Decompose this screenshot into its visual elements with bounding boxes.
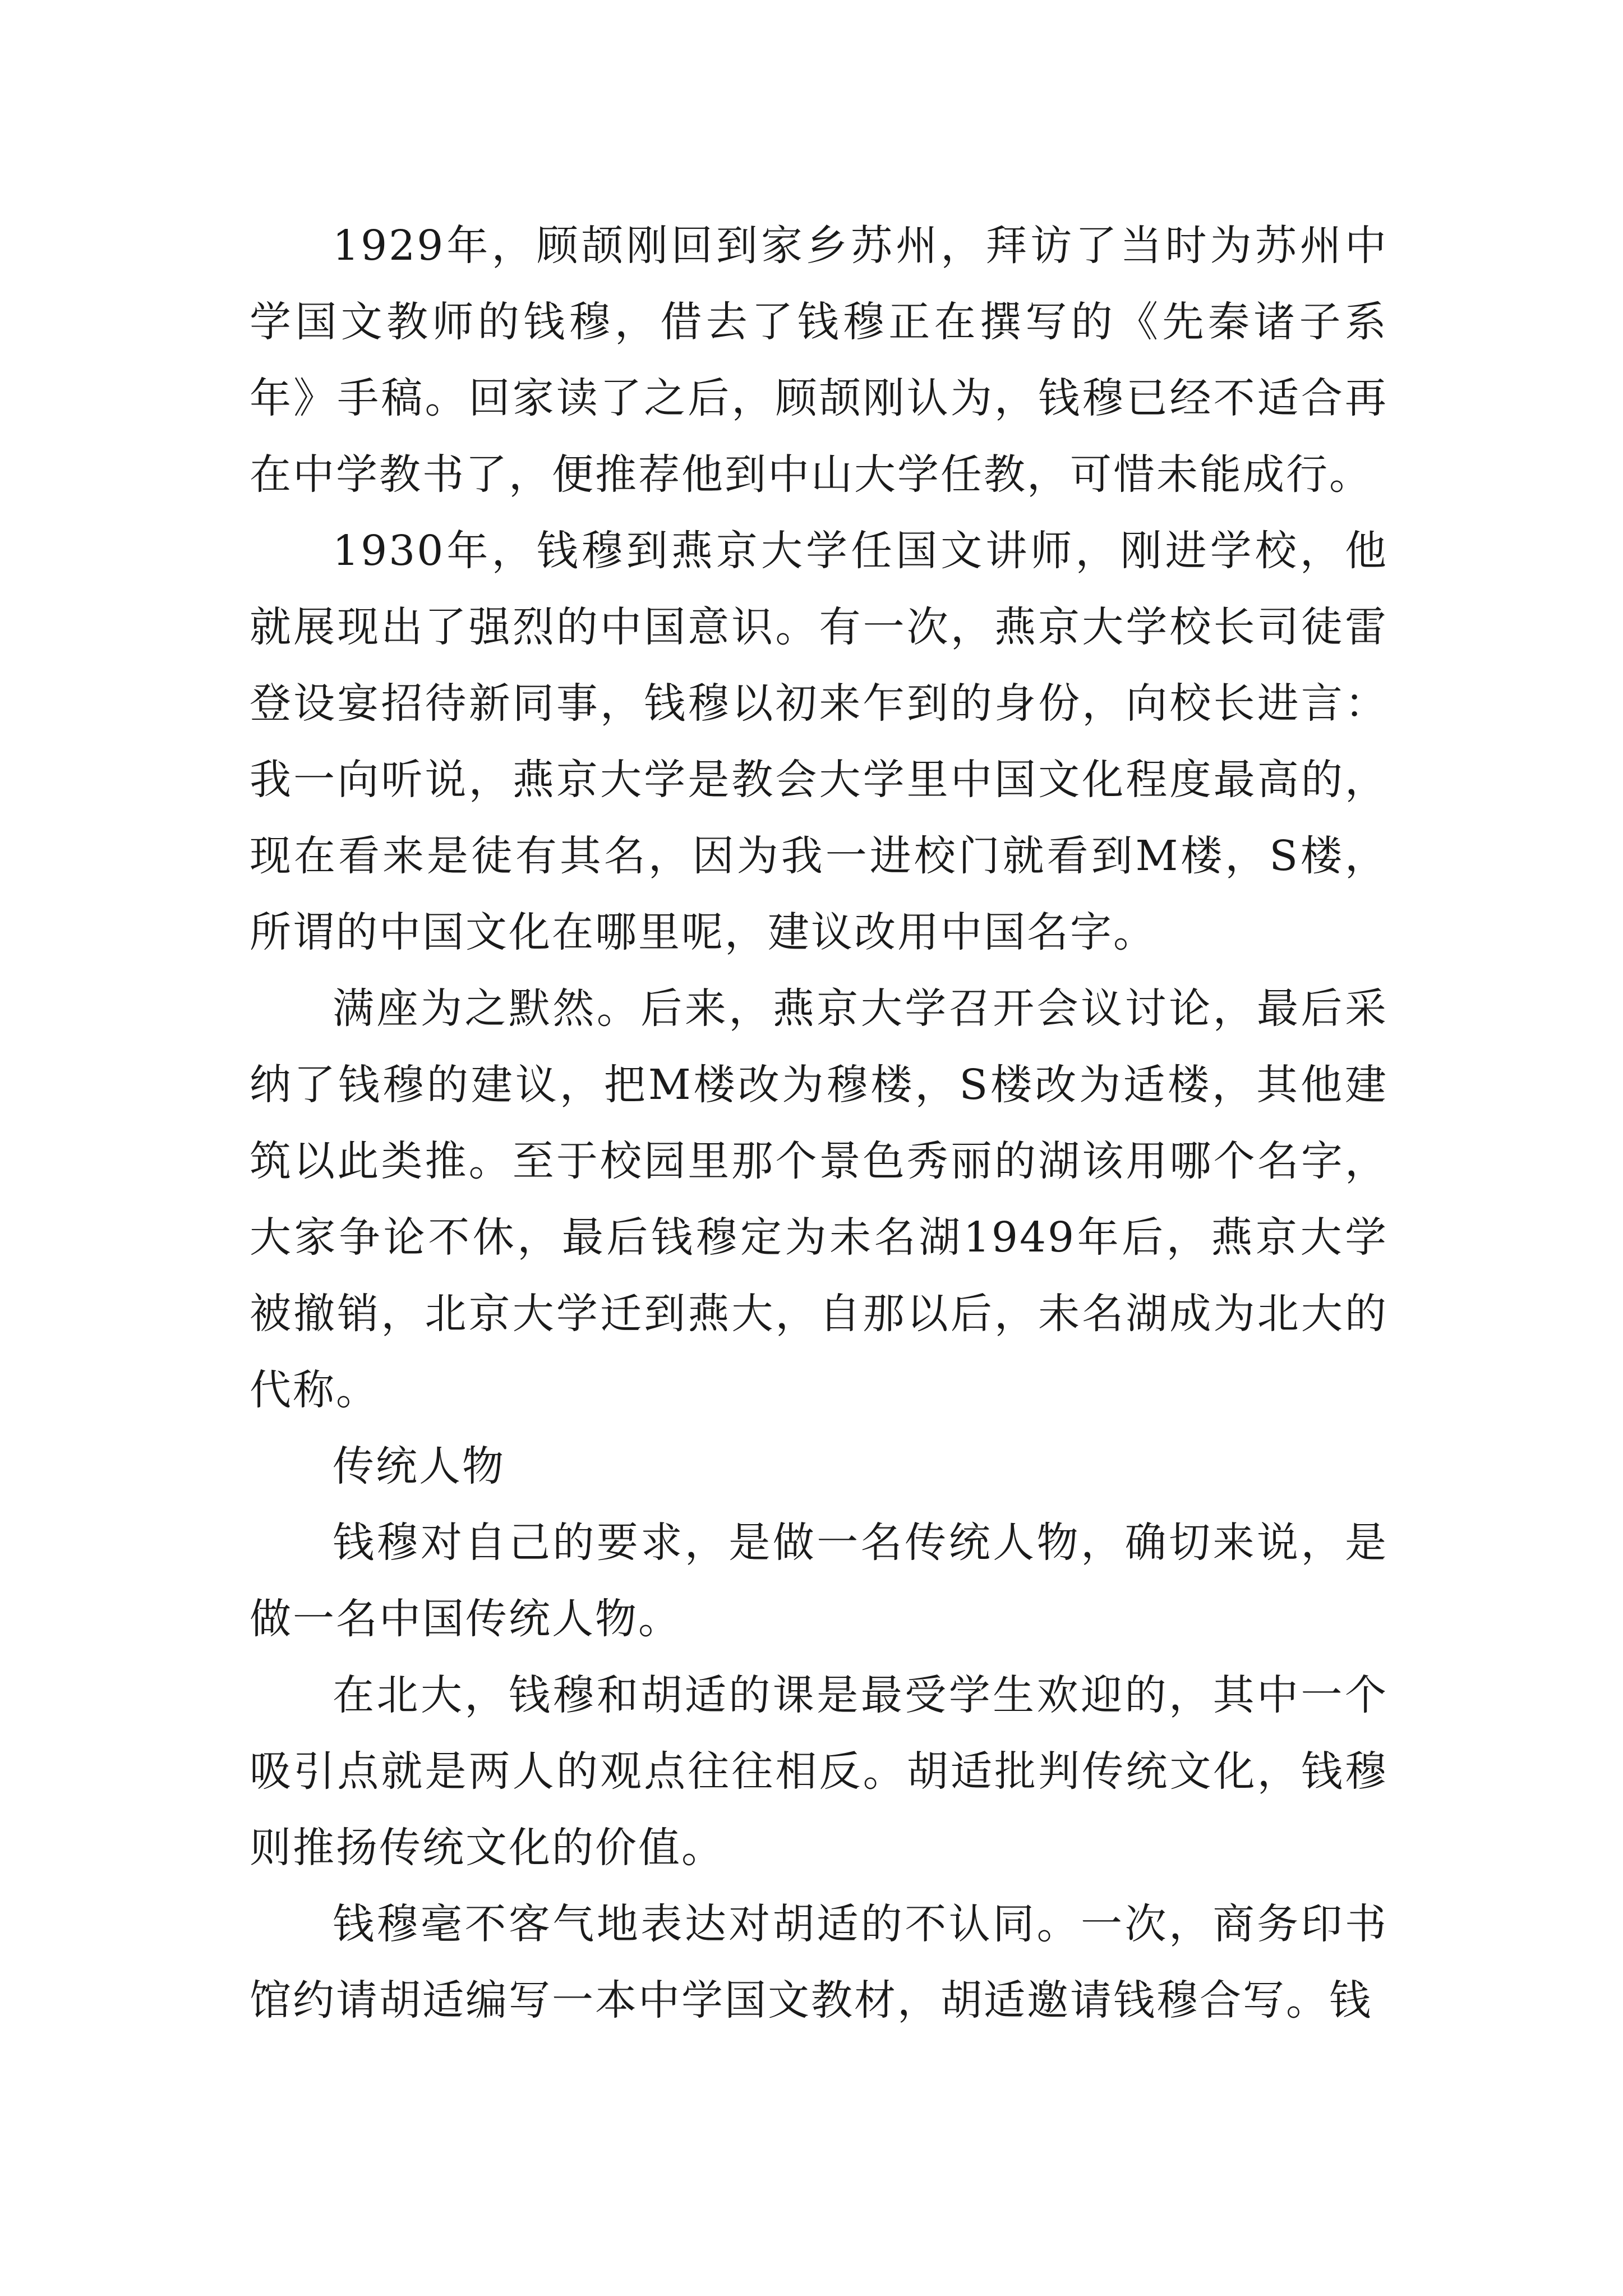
paragraph-self-requirement: 钱穆对自己的要求，是做一名传统人物，确切来说，是做一名中国传统人物。 [250,1519,1388,1643]
paragraph-textbook-invitation: 钱穆毫不客气地表达对胡适的不认同。一次，商务印书馆约请胡适编写一本中学国文教材，胡适邀请钱穆合写。钱 [250,1900,1388,2024]
section-heading-traditional-figure: 传统人物 [333,1442,505,1490]
document-body [250,208,1388,2039]
paragraph-gu-jiegang-visit: 1929年，顾颉刚回到家乡苏州，拜访了当时为苏州中学国文教师的钱穆，借去了钱穆正在撰写的《先秦诸子系年》手稿。回家读了之后，顾颉刚认为，钱穆已经不适合再在中学教书了，便推荐他到中山大学任教，可惜未能成行。 [250,222,1388,499]
paragraph-yenching-lecturer: 1930年，钱穆到燕京大学任国文讲师，刚进学校，他就展现出了强烈的中国意识。有一次，燕京大学校长司徒雷登设宴招待新同事，钱穆以初来乍到的身份，向校长进言：我一向听说，燕京大学是教会大学里中国文化程度最高的，现在看来是徒有其名，因为我一进校门就看到M楼，S楼，所谓的中国文化在哪里呢，建议改用中国名字。 [250,527,1388,956]
paragraph-peking-lectures: 在北大，钱穆和胡适的课是最受学生欢迎的，其中一个吸引点就是两人的观点往往相反。胡适批判传统文化，钱穆则推扬传统文化的价值。 [250,1671,1388,1872]
paragraph-building-names: 满座为之默然。后来，燕京大学召开会议讨论，最后采纳了钱穆的建议，把M楼改为穆楼，S楼改为适楼，其他建筑以此类推。至于校园里那个景色秀丽的湖该用哪个名字，大家争论不休，最后钱穆定为未名湖1949年后，燕京大学被撤销，北京大学迁到燕大，自那以后，未名湖成为北大的代称。 [250,984,1388,1414]
